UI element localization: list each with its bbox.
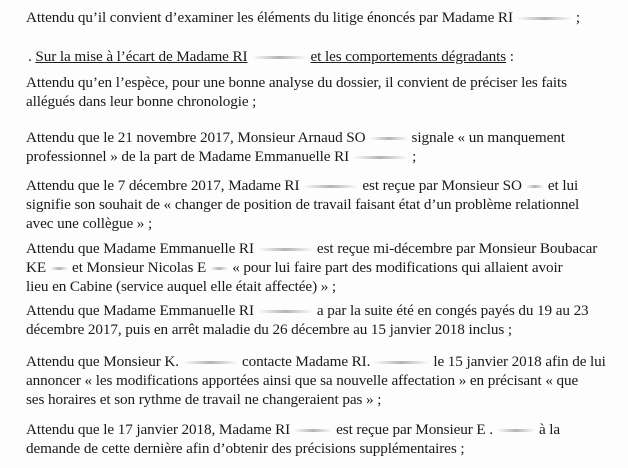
- redaction: [497, 429, 535, 432]
- text: et lui: [547, 177, 579, 194]
- redaction: [526, 185, 544, 188]
- redaction: [294, 429, 332, 432]
- text: Attendu que Madame Emmanuelle RI: [26, 240, 254, 257]
- paragraph-4: [26, 176, 611, 233]
- paragraph-intro: [26, 8, 611, 27]
- text: annoncer « les modifications apportées ainsi que sa nouvelle affectation » en précisant « que: [26, 372, 579, 389]
- text: ses horaires et son rythme de travail ne changeraient pas » ;: [26, 391, 382, 408]
- redaction: [353, 156, 408, 159]
- paragraph-5: [26, 239, 611, 296]
- text: « pour lui faire part des modifications qui allaient avoir: [232, 259, 563, 276]
- redaction: [303, 185, 358, 188]
- text: Attendu qu’en l’espèce, pour une bonne analyse du dossier, il convient de préciser les faits: [26, 74, 567, 91]
- paragraph-3: [26, 128, 611, 166]
- text: ;: [575, 9, 581, 26]
- text: professionnel » de la part de Madame Emmanuelle RI: [26, 148, 350, 165]
- paragraph-6: [26, 301, 611, 339]
- text: Attendu que Monsieur K.: [26, 353, 179, 370]
- heading-colon: :: [509, 48, 514, 65]
- heading-text: Sur la mise à l’écart de Madame RI: [35, 48, 248, 65]
- text: est reçue par Monsieur E .: [336, 421, 493, 438]
- text: signale « un manquement: [411, 129, 565, 146]
- redaction: [374, 361, 429, 364]
- text: allégués dans leur bonne chronologie ;: [26, 93, 257, 110]
- text: lieu en Cabine (service auquel elle était affectée) » ;: [26, 278, 337, 295]
- redaction: [258, 248, 313, 251]
- redaction: [252, 56, 307, 59]
- redaction: [258, 310, 313, 313]
- text: avec une collègue » ;: [26, 215, 153, 232]
- heading-text: et les comportements dégradants: [310, 48, 507, 65]
- text: signifie son souhait de « changer de position de travail faisant état d’un problème relationnel: [26, 196, 580, 213]
- text: contacte Madame RI.: [241, 353, 371, 370]
- text: Attendu que Madame Emmanuelle RI: [26, 302, 254, 319]
- text: décembre 2017, puis en arrêt maladie du 26 décembre au 15 janvier 2018 inclus ;: [26, 321, 512, 338]
- text: KE: [26, 259, 47, 276]
- redaction: [210, 267, 228, 270]
- redaction: [183, 361, 238, 364]
- text: le 15 janvier 2018 afin de lui: [433, 353, 606, 370]
- paragraph-2: [26, 73, 611, 111]
- redaction: [370, 137, 408, 140]
- heading-bullet: .: [28, 48, 32, 65]
- text: est reçue par Monsieur SO: [362, 177, 522, 194]
- paragraph-7: [26, 352, 611, 409]
- paragraph-8: [26, 420, 611, 458]
- text: demande de cette dernière afin d’obtenir des précisions supplémentaires ;: [26, 440, 465, 457]
- text: Attendu que le 7 décembre 2017, Madame RI: [26, 177, 300, 194]
- text: ;: [412, 148, 417, 165]
- redaction: [517, 17, 572, 20]
- text: Attendu que le 17 janvier 2018, Madame RI: [26, 421, 291, 438]
- text: Attendu que le 21 novembre 2017, Monsieur Arnaud SO: [26, 129, 366, 146]
- text: est reçue mi-décembre par Monsieur Boubacar: [316, 240, 598, 257]
- text: Attendu qu’il convient d’examiner les éléments du litige énoncés par Madame RI: [26, 9, 513, 26]
- text: à la: [538, 421, 561, 438]
- text: et Monsieur Nicolas E: [72, 259, 207, 276]
- text: a par la suite été en congés payés du 19 au 23: [316, 302, 589, 319]
- section-heading: [28, 47, 613, 66]
- redaction: [50, 267, 68, 270]
